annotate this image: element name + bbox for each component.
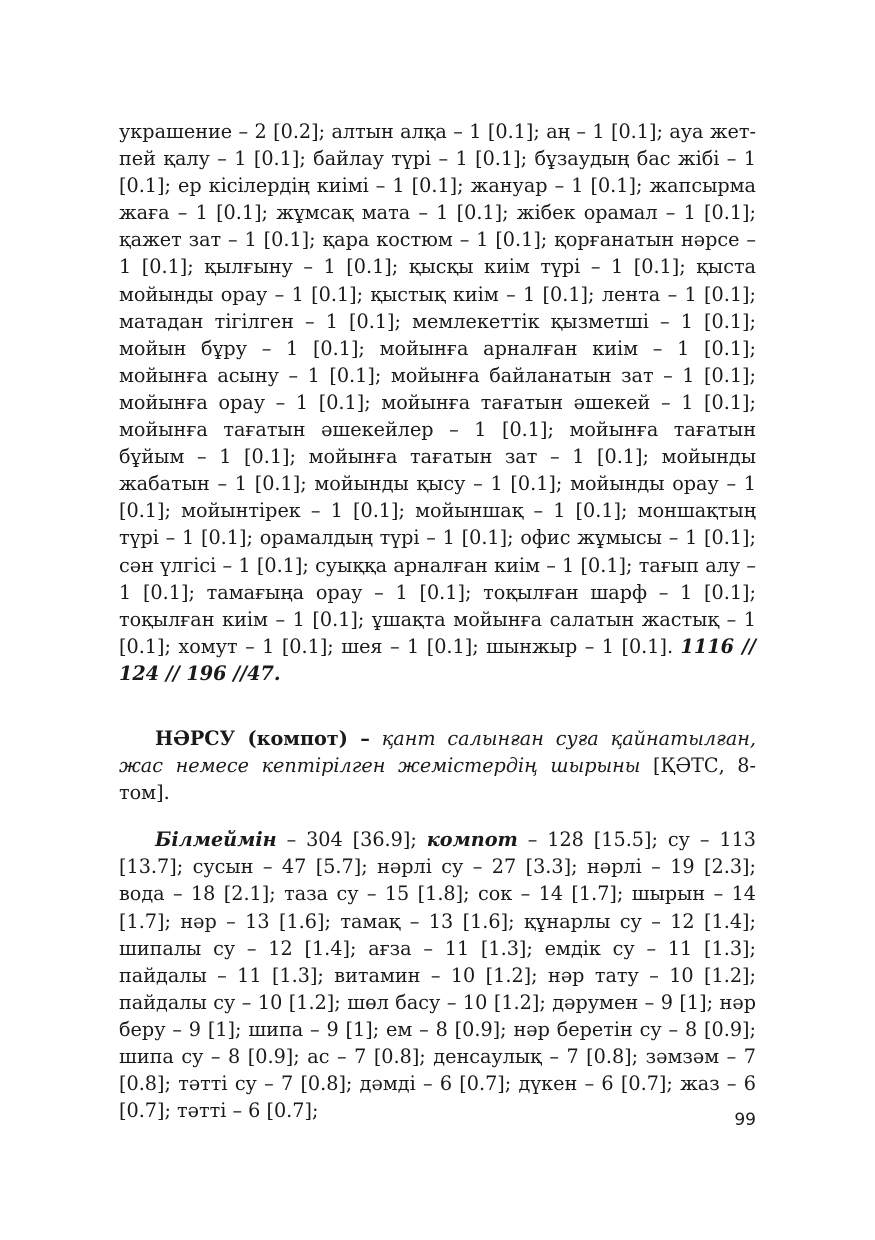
totals-text: 1116 // 124 // 196 //47. bbox=[119, 634, 756, 685]
continuation-paragraph bbox=[119, 118, 756, 687]
continuation-text: украшение – 2 [0.2]; алтын алқа – 1 [0.1]; аң – 1 [0.1]; ауа жетпей қалу – 1 [0.1]; байлау түрі – 1 [0.1]; бұзаудың бас жібі – 1 [0.1]; ер кісілердің киімі – 1 [0.1]; жануар – 1 [0.1]; жапсырма жаға – 1 [0.1]; жұмсақ мата – 1 [0.1]; жібек орамал – 1 [0.1]; қажет зат – 1 [0.1]; қара костюм – 1 [0.1]; қорғанатын нәрсе – 1 [0.1]; қылғыну – 1 [0.1]; қысқы киім түрі – 1 [0.1]; қыста мойынды орау – 1 [0.1]; қыстық киім – 1 [0.1]; лента – 1 [0.1]; матадан тігілген – 1 [0.1]; мемлекеттік қызметші – 1 [0.1]; мойын бұру – 1 [0.1]; мойынға арналған киім – 1 [0.1]; мойынға асыну – 1 [0.1]; мойынға байланатын зат – 1 [0.1]; мойынға орау – 1 [0.1]; мойынға тағатын әшекей – 1 [0.1]; мойынға тағатын әшекейлер – 1 [0.1]; мойынға тағатын бұйым – 1 [0.1]; мойынға тағатын зат – 1 [0.1]; мойынды жабатын – 1 [0.1]; мойынды қысу – 1 [0.1]; мойынды орау – 1 [0.1]; мойынтірек – 1 [0.1]; мойыншақ – 1 [0.1]; моншақтың түрі – 1 [0.1]; орамалдың түрі – 1 [0.1]; офис жұмысы – 1 [0.1]; сән үлгісі – 1 [0.1]; суыққа арналған киім – 1 [0.1]; тағып алу – 1 [0.1]; тамағыңа орау – 1 [0.1]; тоқылған шарф – 1 [0.1]; тоқылған киім – 1 [0.1]; ұшақта мойынға салатын жастық – 1 [0.1]; хомут – 1 [0.1]; шея – 1 [0.1]; шынжыр – 1 [0.1]. bbox=[119, 120, 756, 658]
paragraph-spacer bbox=[119, 806, 756, 826]
entry-definition: қант салынған суға қайнатылған, жас немесе кептірілген жемістердің шырыны bbox=[119, 726, 756, 778]
page-content bbox=[119, 118, 756, 1124]
entry-source: [ҚӘТС, 8-том]. bbox=[119, 754, 756, 805]
responses-lead-value: – 304 [36.9]; bbox=[276, 828, 427, 852]
responses-rest: – 128 [15.5]; су – 113 [13.7]; сусын – 47 [5.7]; нәрлі су – 27 [3.3]; нәрлі – 19 [2.3]; вода – 18 [2.1]; таза су – 15 [1.8]; сок – 14 [1.7]; шырын – 14 [1.7]; нәр – 13 [1.6]; тамақ – 13 [1.6]; құнарлы су – 12 [1.4]; шипалы су – 12 [1.4]; ағза – 11 [1.3]; емдік су – 11 [1.3]; пайдалы – 11 [1.3]; витамин – 10 [1.2]; нәр тату – 10 [1.2]; пайдалы су – 10 [1.2]; шөл басу – 10 [1.2]; дәрумен – 9 [1]; нәр беру – 9 [1]; шипа – 9 [1]; ем – 8 [0.9]; нәр беретін су – 8 [0.9]; шипа су – 8 [0.9]; ас – 7 [0.8]; денсаулық – 7 [0.8]; зәмзәм – 7 [0.8]; тәтті су – 7 [0.8]; дәмді – 6 [0.7]; дүкен – 6 [0.7]; жаз – 6 [0.7]; тәтті – 6 [0.7]; bbox=[119, 828, 756, 1123]
responses-key-word: компот bbox=[426, 828, 518, 852]
entry-paragraph bbox=[119, 725, 756, 806]
page-number: 99 bbox=[734, 1110, 756, 1130]
responses-paragraph bbox=[119, 826, 756, 1124]
entry-headword: НӘРСУ (компот) – bbox=[155, 726, 370, 750]
responses-lead-word: Білмеймін bbox=[155, 828, 277, 852]
section-spacer bbox=[119, 687, 756, 725]
